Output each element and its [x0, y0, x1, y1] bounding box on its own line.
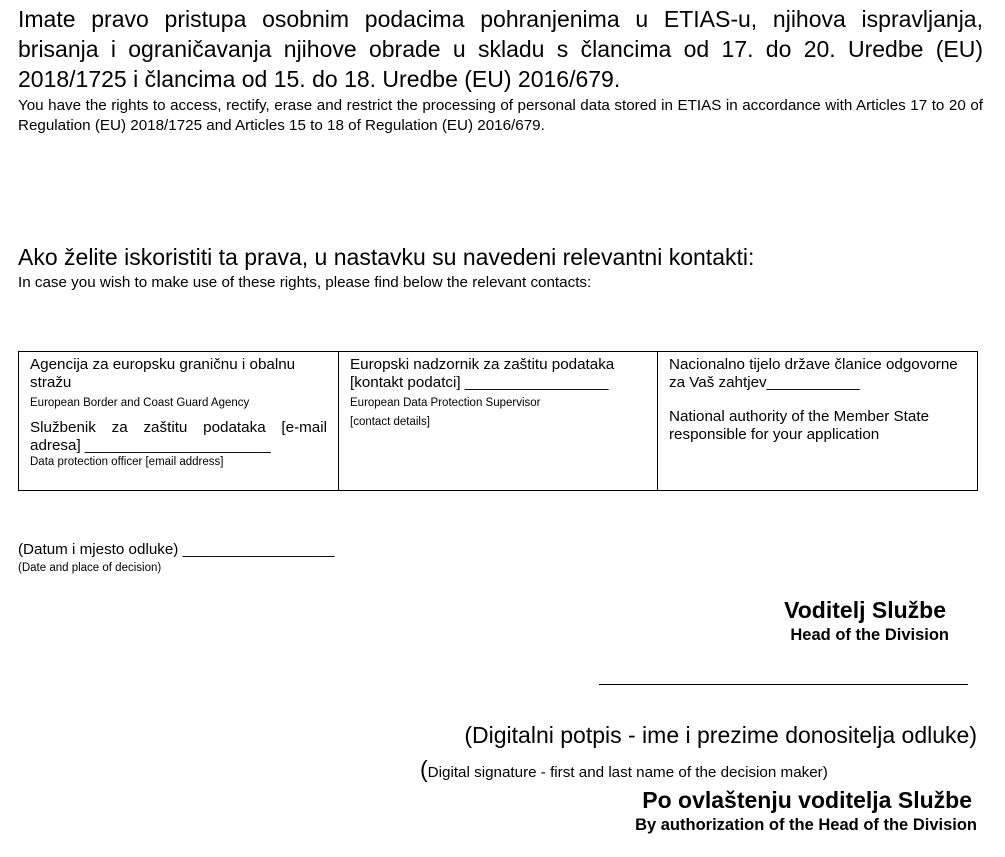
signature-caption-hr: (Digitalni potpis - ime i prezime donositelja odluke)	[464, 722, 977, 748]
agency-name-en: European Border and Coast Guard Agency	[30, 397, 250, 409]
signature-line	[599, 684, 968, 685]
agency-name-hr: Agencija za europsku graničnu i obalnu stražu	[30, 356, 296, 391]
contacts-table-row	[19, 352, 978, 491]
edps-name-hr: Europski nadzornik za zaštitu podataka [kontakt podatci] _________________	[350, 356, 615, 391]
agency-cell	[19, 352, 339, 491]
head-title-en: Head of the Division	[790, 626, 949, 644]
signature-caption-en	[420, 755, 828, 787]
edps-name-en: European Data Protection Supervisor	[350, 397, 541, 409]
contacts-table	[18, 351, 978, 491]
national-authority-name-en: National authority of the Member State responsible for your application	[669, 408, 930, 443]
authorization-title-en: By authorization of the Head of the Division	[635, 816, 977, 834]
signature-caption-en-text: Digital signature - first and last name of the decision maker)	[427, 764, 828, 781]
rights-text-en: You have the rights to access, rectify, erase and restrict the processing of personal data stored in ETIAS in accordance with Articles 17 to 20 of Regulation (EU) 2018/1725 and Articles 15 to 18 of Regulation (EU) 2016/679.	[18, 97, 983, 134]
decision-date-hr: (Datum i mjesto odluke) __________________	[18, 541, 335, 558]
agency-dpo-en: Data protection officer [email address]	[30, 456, 224, 468]
national-authority-name-hr: Nacionalno tijelo države članice odgovorne za Vaš zahtjev___________	[669, 356, 958, 391]
signature-caption-paren: (	[420, 756, 428, 782]
edps-contact-en: [contact details]	[350, 416, 430, 428]
rights-text-hr: Imate pravo pristupa osobnim podacima pohranjenima u ETIAS-u, njihova ispravljanja, brisanja i ograničavanja njihove obrade u skladu s člancima od 17. do 20. Uredbe (EU) 2018/1725 i člancima od 15. do 18. Uredbe (EU) 2016/679.	[18, 6, 983, 92]
authorization-title-hr: Po ovlaštenju voditelja Službe	[642, 787, 972, 813]
contacts-intro-hr: Ako želite iskoristiti ta prava, u nastavku su navedeni relevantni kontakti:	[18, 244, 755, 270]
head-title-hr: Voditelj Službe	[784, 597, 946, 623]
decision-date-en: (Date and place of decision)	[18, 562, 162, 574]
edps-cell	[339, 352, 658, 491]
agency-dpo-hr: Službenik za zaštitu podataka [e-mail adresa] ______________________	[30, 419, 327, 454]
contacts-intro-en: In case you wish to make use of these rights, please find below the relevant contacts:	[18, 274, 592, 291]
national-authority-cell	[658, 352, 978, 491]
